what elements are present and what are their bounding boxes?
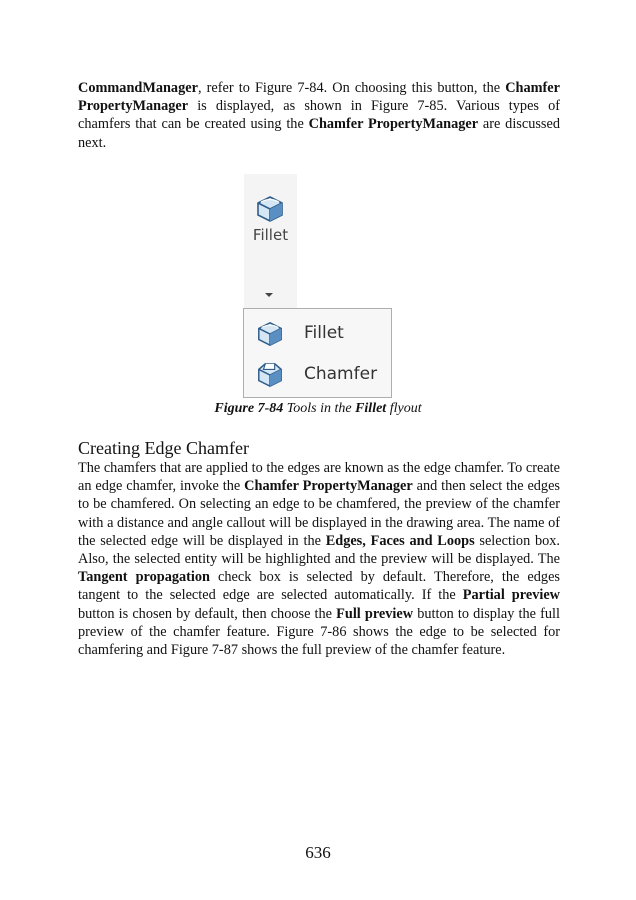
fillet-cube-icon bbox=[256, 320, 284, 353]
body-bold-4: Partial preview bbox=[462, 587, 560, 604]
body-text-3: selection box. Also, the selected entity will be highlighted and the preview will be displayed. The bbox=[78, 532, 560, 568]
body-bold-1: Chamfer PropertyManager bbox=[244, 478, 413, 495]
menu-item-fillet-label: Fillet bbox=[304, 323, 344, 343]
figure-caption bbox=[0, 401, 636, 417]
body-text-2: and then select the edges to be chamfered. On selecting an edge to be chamfered, the preview of the chamfer with a distance and angle callout will be displayed in the drawing area. The name of the selected edge will be displayed in the bbox=[78, 478, 560, 549]
fillet-flyout-menu bbox=[243, 308, 392, 398]
menu-item-chamfer[interactable] bbox=[244, 356, 391, 392]
body-text-4: check box is selected by default. Therefore, the edges tangent to the selected edge are selected automatically. If the bbox=[78, 569, 560, 604]
page-number: 636 bbox=[305, 843, 331, 862]
fillet-toolbar-button[interactable] bbox=[244, 174, 297, 310]
caption-text-2: flyout bbox=[386, 401, 422, 416]
figure-7-84 bbox=[0, 0, 636, 400]
body-text-1: The chamfers that are applied to the edges are known as the edge chamfer. To create an edge chamfer, invoke the bbox=[78, 460, 560, 495]
fillet-button-label: Fillet bbox=[252, 226, 289, 244]
fillet-cube-icon bbox=[255, 194, 285, 229]
menu-item-fillet[interactable] bbox=[244, 315, 391, 351]
body-text-5: button is chosen by default, then choose the bbox=[78, 605, 337, 622]
body-bold-2: Edges, Faces and Loops bbox=[325, 532, 475, 549]
body-bold-3: Tangent propagation bbox=[78, 569, 210, 586]
intro-text-2: is displayed, as shown in Figure 7-85. Various types of chamfers that can be created using the bbox=[78, 98, 560, 133]
intro-bold-chamfer-pm-2: Chamfer PropertyManager bbox=[308, 116, 479, 133]
intro-bold-chamfer-pm: Chamfer PropertyManager bbox=[78, 80, 560, 115]
chamfer-cube-icon bbox=[256, 361, 284, 394]
intro-bold-commandmanager: CommandManager bbox=[78, 80, 198, 96]
caption-figure-number: Figure 7-84 bbox=[214, 401, 284, 416]
caption-bold-fillet: Fillet bbox=[355, 401, 387, 416]
menu-item-chamfer-label: Chamfer bbox=[304, 364, 378, 384]
body-text-6: button to display the full preview of the chamfer feature. Figure 7-86 shows the edge to be selected for chamfering and Figure 7-87 shows the full preview of the chamfer feature. bbox=[78, 605, 560, 659]
body-paragraph bbox=[78, 459, 560, 659]
intro-text-1: , refer to Figure 7-84. On choosing this button, the bbox=[197, 80, 506, 96]
body-bold-5: Full preview bbox=[336, 605, 414, 622]
caption-text-1: Tools in the bbox=[283, 401, 356, 416]
section-heading: Creating Edge Chamfer bbox=[78, 438, 249, 458]
chevron-down-icon[interactable] bbox=[265, 293, 273, 297]
intro-text-3: are discussed next. bbox=[78, 116, 560, 151]
